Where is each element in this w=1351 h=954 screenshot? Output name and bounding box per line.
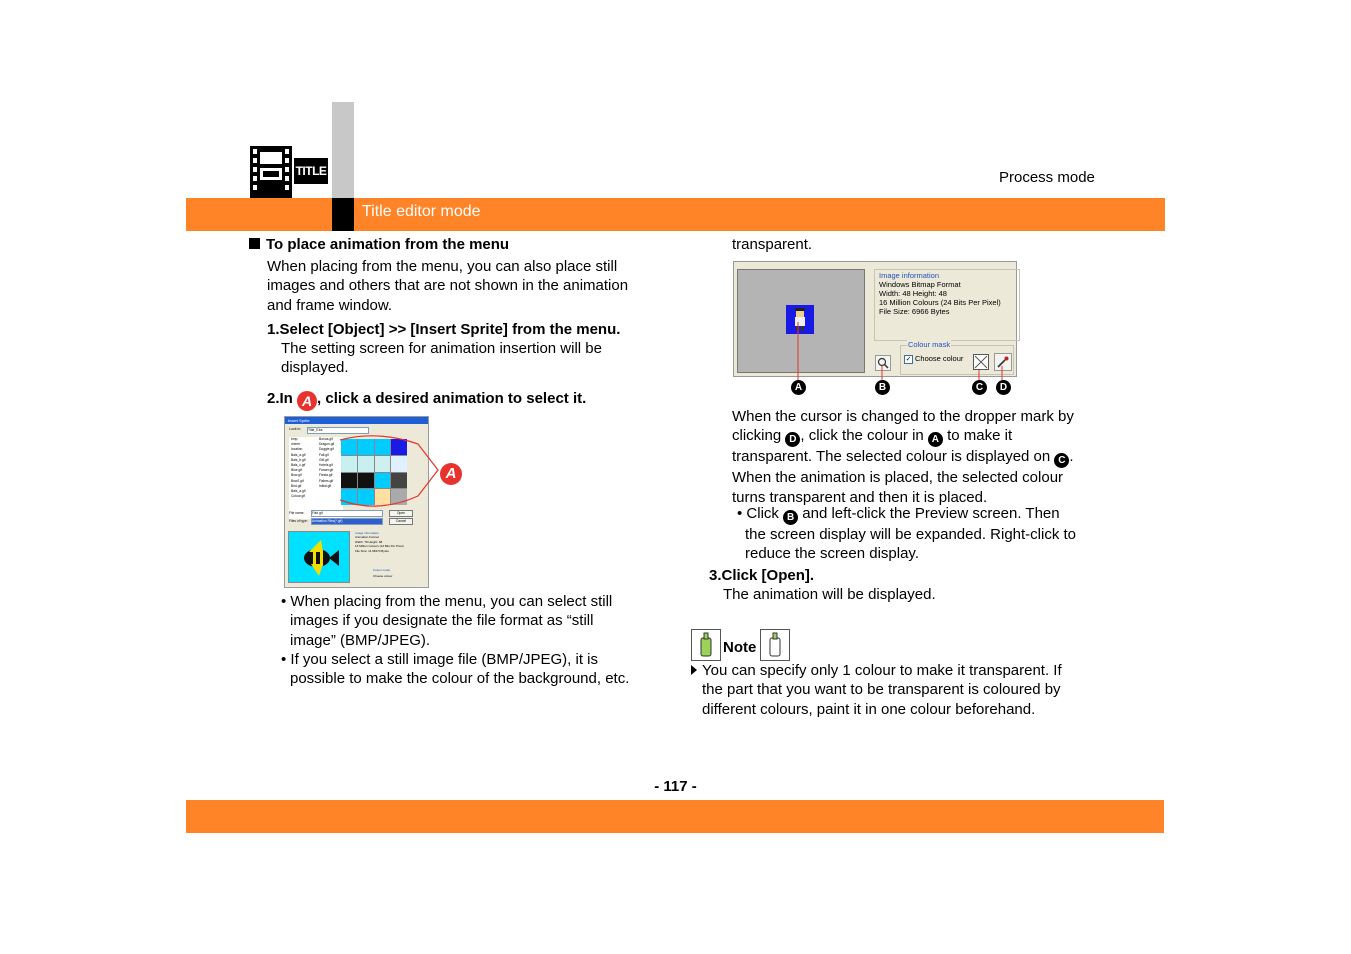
cancel-button[interactable]: Cancel bbox=[389, 518, 413, 525]
dropper-paragraph: When the cursor is changed to the dropper mark by clicking D , click the colour in A to make it transparent. The selected colour is displayed on C . When the animation is placed, the selected colour turns transparent and then it is placed. bbox=[732, 408, 1074, 506]
file-name-label: File name: bbox=[289, 511, 305, 515]
file-list[interactable]: bmp cheerr location Bals_a.gif Bals_b.gif Bals_c.gif Blue.gif Bnw.gif Bnw2.gif Bird.gif Bals_a.gif Colour.gif bbox=[289, 437, 343, 519]
callout-a-badge: A bbox=[440, 463, 462, 485]
file-list-col2: Bonus.gif Dragon.gif Doggie.gif Fall.gif Gift.gif Hotels.gif Flower.gif Fiesta.gif Fishes.gif Initial.gif bbox=[319, 437, 335, 488]
page-number: - 117 - bbox=[654, 778, 697, 795]
callout-a-label: A bbox=[791, 380, 806, 395]
section-label: Process mode bbox=[999, 169, 1095, 186]
inline-callout-a: A bbox=[928, 432, 943, 447]
triangle-bullet-icon bbox=[691, 665, 697, 675]
image-info-box: Image information Windows Bitmap Format Width: 48 Height: 48 16 Million Colours (24 Bits Per Pixel) File Size: 6966 Bytes bbox=[874, 269, 1020, 341]
note-left-icon bbox=[691, 629, 721, 661]
section-heading: To place animation from the menu bbox=[249, 235, 509, 254]
zoom-bullet: • Click B and left-click the Preview screen. Then the screen display will be expanded. Right-click to reduce the screen display. bbox=[737, 505, 1077, 563]
header-gray-tab bbox=[332, 102, 354, 198]
page-title: Title editor mode bbox=[362, 203, 481, 220]
colour-mask-label: Colour mask bbox=[373, 568, 390, 572]
intro-paragraph: When placing from the menu, you can also place still images and others that are not shown in the animation and frame window. bbox=[267, 258, 629, 314]
image-info-panel: Image information Animation Format Width: 78 Height: 68 16 Million Colours (24 Bits Per Pixel) File Size: 11.08470 Bytes bbox=[355, 531, 425, 583]
file-name-input[interactable]: Fish.gif bbox=[311, 510, 383, 517]
callout-lines bbox=[733, 322, 1023, 382]
square-bullet-icon bbox=[249, 238, 260, 249]
footer-bar bbox=[186, 800, 1164, 833]
dialog-titlebar: Insert Sprite bbox=[285, 417, 428, 424]
title-logo: TITLE bbox=[294, 158, 328, 184]
right-top-line: transparent. bbox=[732, 236, 813, 253]
film-icon bbox=[250, 146, 292, 198]
choose-colour-label[interactable]: Choose colour bbox=[373, 574, 393, 578]
colour-mask-title: Colour mask bbox=[908, 340, 951, 349]
callout-c-label: C bbox=[972, 380, 987, 395]
note-body: You can specify only 1 colour to make it transparent. If the part that you want to be transparent is coloured by different colours, paint it in one colour beforehand. bbox=[691, 661, 1111, 719]
callout-b-label: B bbox=[875, 380, 890, 395]
inline-callout-b: B bbox=[783, 510, 798, 525]
step3-body: The animation will be displayed. bbox=[723, 586, 936, 603]
step3-title: 3.Click [Open]. bbox=[709, 567, 815, 584]
step1-title: 1.Select [Object] >> [Insert Sprite] from the menu. bbox=[267, 321, 621, 338]
callout-a-icon: A bbox=[297, 391, 317, 411]
look-in-label: Look in: bbox=[289, 427, 302, 431]
callout-d-label: D bbox=[996, 380, 1011, 395]
note-label: Note bbox=[723, 639, 757, 656]
step2-title: 2.In A , click a desired animation to select it. bbox=[267, 390, 587, 409]
look-in-select[interactable]: Title_Ebs bbox=[307, 427, 369, 434]
choose-colour-label: Choose colour bbox=[915, 354, 964, 363]
step1-body: The setting screen for animation insertion will be displayed. bbox=[281, 340, 602, 377]
open-button[interactable]: Open bbox=[389, 510, 413, 517]
header-black-tab bbox=[332, 198, 354, 231]
preview-area[interactable] bbox=[288, 531, 350, 583]
left-bullets: • When placing from the menu, you can select still images if you designate the file format as “still image” (BMP/JPEG). • If you select a still image file (BMP/JPEG), it is possible to make the colour of the background, etc. bbox=[281, 593, 630, 688]
choose-colour-checkbox[interactable]: ✓ bbox=[905, 356, 912, 363]
file-type-label: Files of type: bbox=[289, 519, 308, 523]
note-right-icon bbox=[760, 629, 790, 661]
file-type-select[interactable]: Animation Files(*.gif) bbox=[311, 518, 383, 525]
inline-callout-c: C bbox=[1054, 453, 1069, 468]
inline-callout-d: D bbox=[785, 432, 800, 447]
fish-icon bbox=[289, 532, 349, 582]
